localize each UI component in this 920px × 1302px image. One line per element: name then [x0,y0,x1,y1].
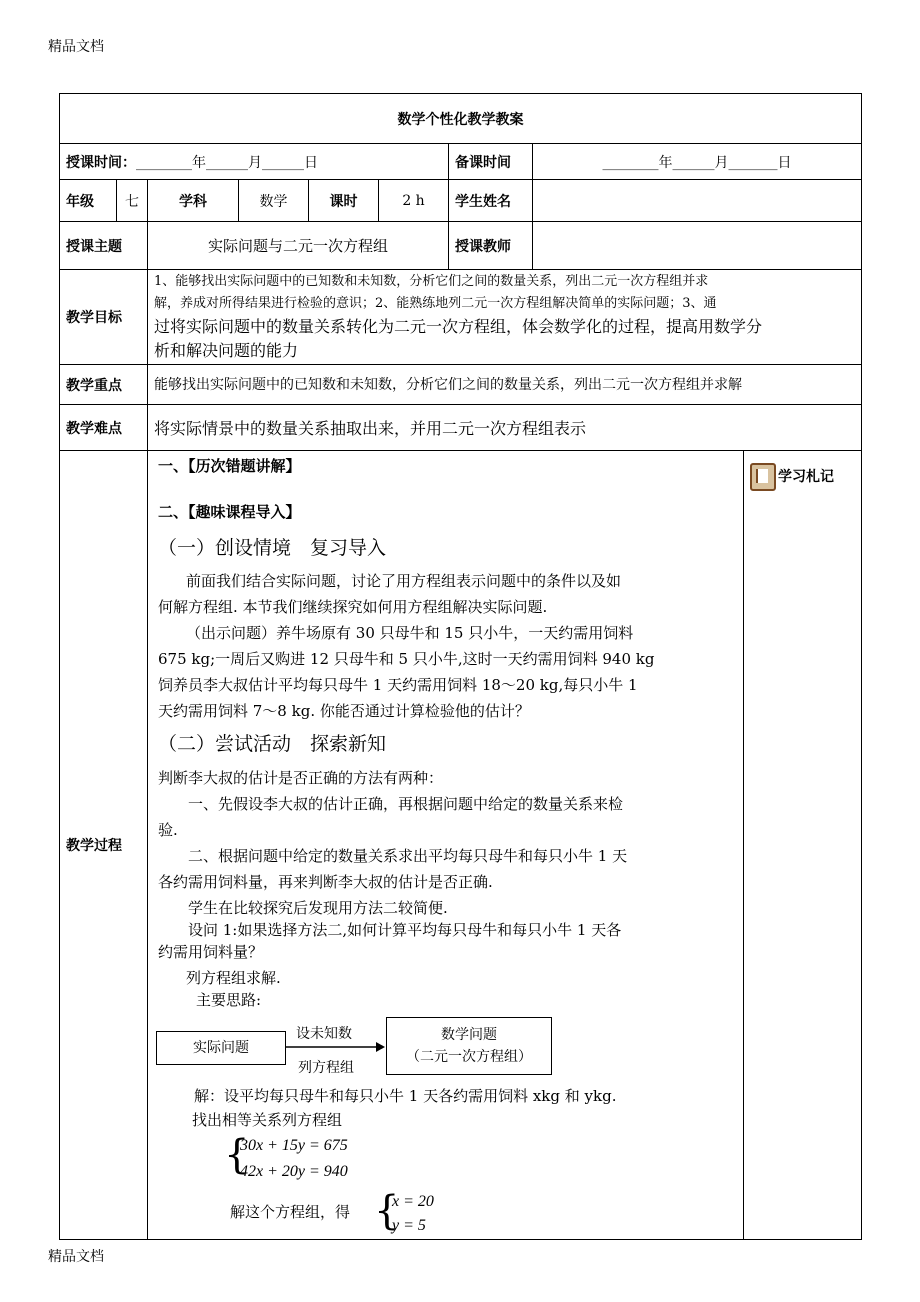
topic-value: 实际问题与二元一次方程组 [148,222,449,270]
difficulties-value: 将实际情景中的数量关系抽取出来，并用二元一次方程组表示 [148,405,862,451]
flow-box-math-line1: 数学问题 [441,1027,497,1043]
flow-box-math-line2: （二元一次方程组） [406,1049,532,1065]
solution-line-3: 解这个方程组，得 [230,1203,351,1221]
subsection-2: （二）尝试活动 探索新知 [158,733,387,755]
grade-label: 年级 [60,180,117,222]
result-x: x = 20 [392,1193,434,1210]
result-brace: { [374,1188,400,1234]
header-label-top: 精品文档 [48,39,104,55]
goals-line-4: 析和解决问题的能力 [154,341,299,360]
goals-line-2: 解，养成对所得结果进行检验的意识；2、能熟练地列二元一次方程组解决简单的实际问题；3、通 [154,296,717,311]
flow-arrow [284,1041,386,1053]
equation-2: 42x + 20y = 940 [240,1163,348,1180]
difficulties-label: 教学难点 [60,405,148,451]
page-title: 数学个性化教学教案 [60,94,862,144]
section-intro: 二、【趣味课程导入】 [158,503,301,521]
teacher-label: 授课教师 [449,222,533,270]
prep-time-value: ________年______月_______日 [533,144,862,180]
subject-value: 数学 [239,180,309,222]
student-name-value [533,180,862,222]
para-6: 学生在比较探究后发现用方法二较简便. [188,899,448,917]
header-label-bottom: 精品文档 [48,1249,104,1265]
topic-label: 授课主题 [60,222,148,270]
goals-label: 教学目标 [60,270,148,365]
solution-line-2: 找出相等关系列方程组 [192,1111,343,1129]
para-2a: （出示问题）养牛场原有 30 只母牛和 15 只小牛，一天约需用饲料 [186,624,634,642]
flow-arrow-bottom-label: 列方程组 [298,1060,354,1076]
teacher-value [533,222,862,270]
process-content [148,451,744,1240]
para-4a: 一、先假设李大叔的估计正确，再根据问题中给定的数量关系来检 [188,795,624,813]
para-5a: 二、根据问题中给定的数量关系求出平均每只母牛和每只小牛 1 天 [188,847,628,865]
para-3: 判断李大叔的估计是否正确的方法有两种： [158,769,444,787]
process-label: 教学过程 [60,451,148,1240]
lesson-time-cell [60,144,449,180]
flow-arrow-top-label: 设未知数 [296,1026,352,1042]
subject-label: 学科 [148,180,239,222]
hours-label: 课时 [309,180,379,222]
grade-value: 七 [117,180,148,222]
notes-label: 学习札记 [778,469,834,485]
para-7a: 设问 1:如果选择方法二,如何计算平均每只母牛和每只小牛 1 天各 [188,921,622,939]
para-1b: 何解方程组. 本节我们继续探究如何用方程组解决实际问题. [158,598,548,616]
flow-box-math-problem [386,1017,552,1075]
subsection-1: （一）创设情境 复习导入 [158,537,387,559]
solution-line-1: 解：设平均每只母牛和每只小牛 1 天各约需用饲料 xkg 和 ykg. [194,1087,617,1105]
flow-box-real-problem: 实际问题 [156,1031,286,1065]
goals-content [148,270,862,365]
para-4b: 验. [158,821,178,839]
equation-1: 30x + 15y = 675 [240,1137,348,1154]
para-1a: 前面我们结合实际问题，讨论了用方程组表示问题中的条件以及如 [186,572,622,590]
student-name-label: 学生姓名 [449,180,533,222]
para-2d: 天约需用饲料 7～8 kg. 你能否通过计算检验他的估计？ [158,702,530,720]
system-brace: { [224,1132,250,1178]
notebook-icon [750,463,776,491]
goals-line-3: 过将实际问题中的数量关系转化为二元一次方程组，体会数学化的过程，提高用数学分 [154,317,763,336]
lesson-plan-table [59,93,862,1240]
prep-time-label: 备课时间 [449,144,533,180]
result-y: y = 5 [392,1217,426,1234]
section-mistakes: 一、【历次错题讲解】 [158,457,301,475]
key-points-value: 能够找出实际问题中的已知数和未知数，分析它们之间的数量关系，列出二元一次方程组并求解 [148,365,862,405]
goals-line-1: 1、能够找出实际问题中的已知数和未知数，分析它们之间的数量关系，列出二元一次方程组并求 [154,274,709,289]
para-2b: 675 kg;一周后又购进 12 只母牛和 5 只小牛,这时一天约需用饲料 940 kg [158,650,655,668]
lesson-time-label: 授课时间： [66,154,136,171]
hours-value: 2 h [379,180,449,222]
para-2c: 饲养员李大叔估计平均每只母牛 1 天约需用饲料 18～20 kg,每只小牛 1 [158,676,638,694]
para-9: 主要思路: [196,991,262,1009]
key-points-label: 教学重点 [60,365,148,405]
para-8: 列方程组求解. [186,969,281,987]
lesson-time-value: ________年______月______日 [136,154,318,171]
para-7b: 约需用饲料量？ [158,943,264,961]
para-5b: 各约需用饲料量，再来判断李大叔的估计是否正确. [158,873,493,891]
